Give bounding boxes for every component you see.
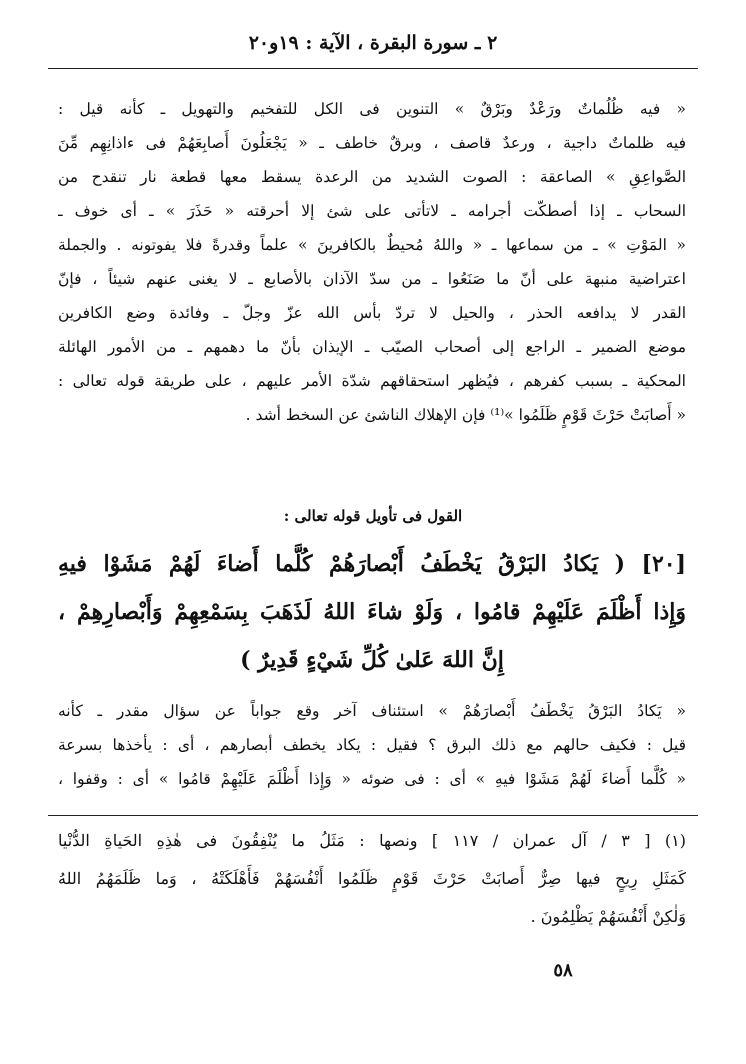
header-rule	[48, 68, 698, 69]
page-number: ٥٨	[553, 960, 573, 981]
verse-line: وَإِذا أَظْلَمَ عَلَيْهِمْ قامُوا ، وَلَوْ شاءَ اللهُ لَذَهَبَ بِسَمْعِهِمْ وَأَبْصارِهِمْ ،	[58, 599, 686, 625]
verse-line: [٢٠] ( يَكادُ البَرْقُ يَخْطَفُ أَبْصارَهُمْ كُلَّما أَضاءَ لَهُمْ مَشَوْا فيهِ	[58, 551, 686, 577]
footnote-line: وَلٰكِنْ أَنْفُسَهُمْ يَظْلِمُونَ .	[530, 907, 686, 926]
text-line: « المَوْتِ » ـ من سماعها ـ « واللهُ مُحيطٌ بالكافرينَ » علماً وقدرةً فلا يفوتونه . والجملة	[58, 236, 686, 254]
footnote-rule	[48, 815, 698, 816]
text-line: فيه ظلماتٌ داجية ، ورعدٌ قاصف ، وبرقٌ خاطف ـ « يَجْعَلُونَ أَصابِعَهُمْ فى ءاذانِهِم مِّنَ	[58, 134, 686, 152]
text-line: قيل : فكيف حالهم مع ذلك البرق ؟ فقيل : يكاد يخطف أبصارهم ، أى : يأخذها بسرعة	[58, 736, 686, 754]
text-line: المحكية ـ بسبب كفرهم ، فيُظهر استحقاقهم شدّة الأمر عليهم ، على طريقة قوله تعالى :	[58, 372, 686, 390]
text-line: اعتراضية منبهة على أنّ ما صَنَعُوا ـ من سدّ الآذان بالأصابع ـ لا يغنى عنهم شيئاً ، فإنّ	[58, 270, 686, 288]
running-header: ٢ ـ سورة البقرة ، الآية : ١٩و٢٠	[248, 32, 498, 54]
text-line: « يَكادُ البَرْقُ يَخْطَفُ أَبْصارَهُمْ » استئناف آخر وقع جواباً عن سؤال مقدر ـ كأنه	[58, 702, 686, 720]
footnote-line: كَمَثَلِ رِيحٍ فيها صِرٌّ أَصابَتْ حَرْثَ قَوْمٍ ظَلَمُوا أَنْفُسَهُمْ فَأَهْلَكَتْهُ ، وَما ظَلَمَهُمُ اللهُ	[58, 869, 686, 888]
verse-line: إِنَّ اللهَ عَلىٰ كُلِّ شَيْءٍ قَدِيرٌ )	[240, 647, 504, 673]
text-line: « فيه ظُلُماتٌ ورَعْدٌ وبَرْقٌ » التنوين فى الكل للتفخيم والتهويل ـ كأنه قيل :	[58, 100, 686, 118]
commentary-paragraph-2	[58, 694, 686, 796]
text-line: موضع الضمير ـ الراجع إلى أصحاب الصيّب ـ الإيذان بأنّ ما دهمهم ـ من الأمور الهائلة	[58, 338, 686, 356]
text-line: الصَّواعِقِ » الصاعقة : الصوت الشديد من الرعدة يسقط معها قطعة نار تنقدح من	[58, 168, 686, 186]
section-heading: القول فى تأويل قوله تعالى :	[283, 507, 463, 525]
footnote	[58, 822, 686, 936]
text-line: السحاب ـ إذا أصطكّت أجرامه ـ لاتأتى على شئ إلا أحرقته « حَذَرَ » ـ أى خوف ـ	[58, 202, 686, 220]
footnote-line: (١) [ ٣ / آل عمران / ١١٧ ] ونصها : مَثَلُ ما يُنْفِقُونَ فى هٰذِهِ الحَياةِ الدُّنْيا	[58, 831, 686, 850]
quran-verse-block	[58, 540, 686, 684]
commentary-paragraph-1	[58, 92, 686, 432]
text-line: « كُلَّما أَضاءَ لَهُمْ مَشَوْا فيهِ » أى : فى ضوئه « وَإِذا أَظْلَمَ عَلَيْهِمْ قامُوا » أى : وقفوا ،	[58, 770, 686, 788]
text-line: « أَصابَتْ حَرْثَ قَوْمٍ ظَلَمُوا »⁽¹⁾ فإن الإهلاك الناشئ عن السخط أشد .	[245, 406, 686, 424]
text-line: القدر لا يدافعه الحذر ، والحيل لا تردّ بأس الله عزّ وجلّ ـ وفائدة وضع الكافرين	[58, 304, 686, 322]
